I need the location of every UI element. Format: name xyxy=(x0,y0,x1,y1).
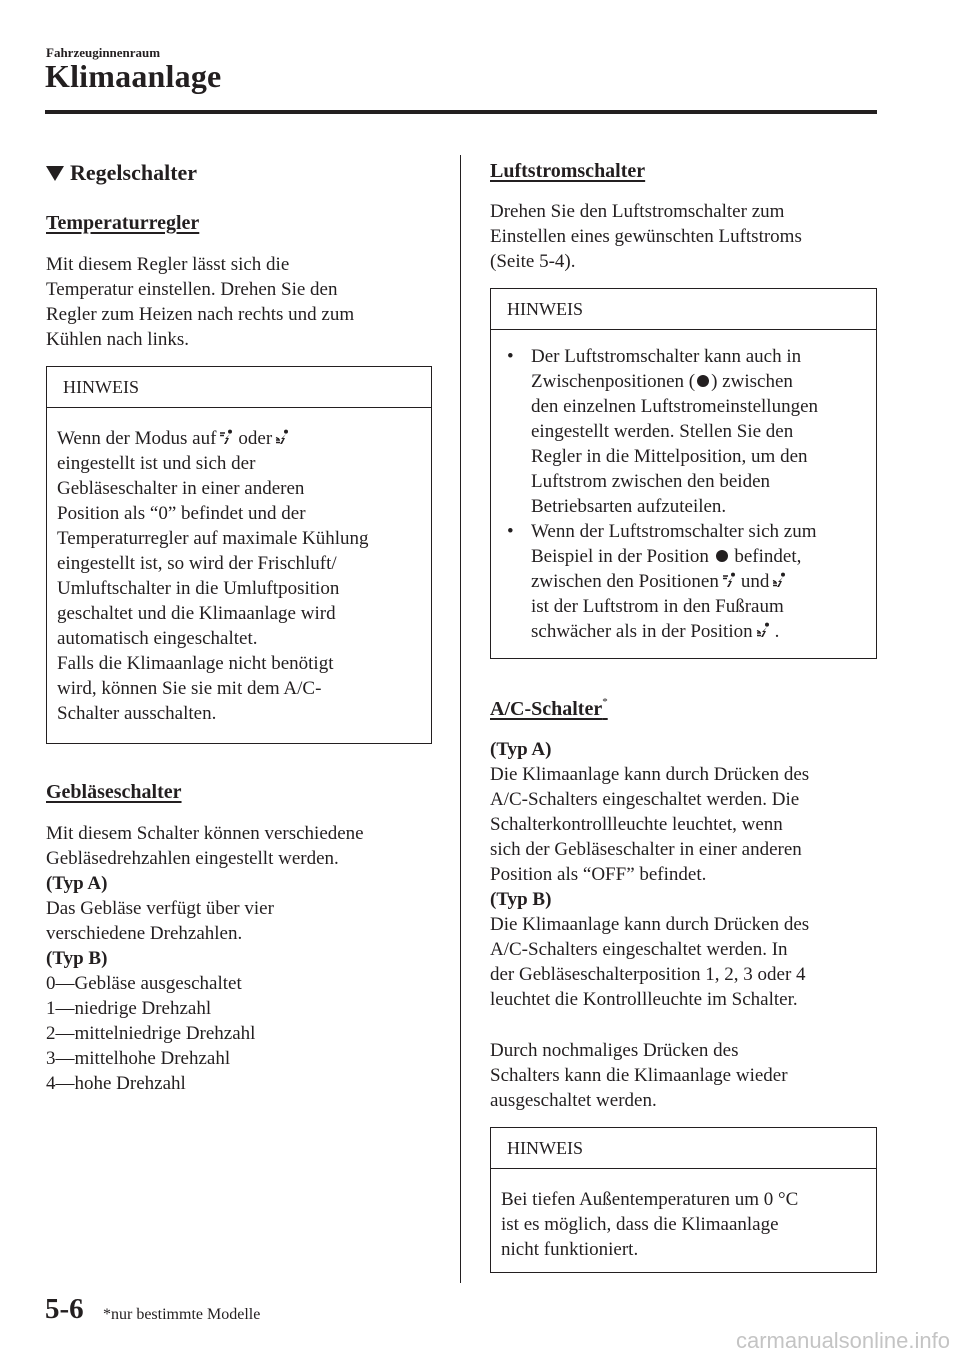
text-line-with-icons xyxy=(531,569,866,594)
text-line: Schalters kann die Klimaanlage wieder xyxy=(490,1065,788,1086)
text-line: verschiedene Drehzahlen. xyxy=(46,923,243,944)
text-line: Gebläseschalter in einer anderen xyxy=(57,478,305,499)
type-b-label: (Typ B) xyxy=(490,889,552,910)
text-line: leuchtet die Kontrollleuchte im Schalter. xyxy=(490,989,798,1010)
text-line: ist der Luftstrom in den Fußraum xyxy=(531,596,784,617)
text-line: Mit diesem Schalter können verschiedene xyxy=(46,823,364,844)
text-line: 3—mittelhohe Drehzahl xyxy=(46,1048,231,1069)
text-line: 1—niedrige Drehzahl xyxy=(46,998,212,1019)
ac-off-text xyxy=(490,1038,788,1113)
ac-schalter-title xyxy=(490,698,608,721)
text-line: Temperaturregler auf maximale Kühlung xyxy=(57,528,369,549)
temperaturregler-text xyxy=(46,252,354,352)
feet-mode-icon xyxy=(756,622,772,638)
watermark: carmanualsonline.info xyxy=(735,1328,950,1353)
text-line: Die Klimaanlage kann durch Drücken des xyxy=(490,914,810,935)
text-line: Regler zum Heizen nach rechts und zum xyxy=(46,304,355,325)
luftstromschalter-text xyxy=(490,199,802,274)
text-line: A/C-Schalters eingeschaltet werden. In xyxy=(490,939,788,960)
ac-schalter-text xyxy=(490,737,809,1012)
text-line: ausgeschaltet werden. xyxy=(490,1090,657,1111)
text-line: geschaltet und die Klimaanlage wird xyxy=(57,603,336,624)
text-line: automatisch eingeschaltet. xyxy=(57,628,258,649)
note-bullet-2 xyxy=(493,519,866,644)
text-line: Falls die Klimaanlage nicht benötigt xyxy=(57,653,334,674)
text-line: Drehen Sie den Luftstromschalter zum xyxy=(490,201,785,222)
feet-mode-icon xyxy=(772,572,788,588)
text-fragment: schwächer als in der Position xyxy=(531,621,753,642)
text-fragment: Zwischenpositionen ( xyxy=(531,371,696,392)
text-line: Gebläsedrehzahlen eingestellt werden. xyxy=(46,848,339,869)
text-line: Regler in die Mittelposition, um den xyxy=(531,446,808,467)
text-line: eingestellt werden. Stellen Sie den xyxy=(531,421,794,442)
text-line: Einstellen eines gewünschten Luftstroms xyxy=(490,226,802,247)
text-line: Schalter ausschalten. xyxy=(57,703,217,724)
text-line-with-icon xyxy=(531,544,866,569)
text-line: der Gebläseschalterposition 1, 2, 3 oder 4 xyxy=(490,964,806,985)
text-fragment: ) zwischen xyxy=(711,371,793,392)
text-line: Die Klimaanlage kann durch Drücken des xyxy=(490,764,810,785)
heading-text: Regelschalter xyxy=(70,160,198,185)
text-line: Wenn der Luftstromschalter sich zum xyxy=(531,521,817,542)
text-fragment: Wenn der Modus auf xyxy=(57,428,217,449)
face-feet-mode-icon xyxy=(219,429,235,445)
text-line-with-icon xyxy=(531,619,866,644)
note-label: HINWEIS xyxy=(491,1128,876,1169)
intermediate-position-dot-icon xyxy=(697,375,709,387)
type-a-label: (Typ A) xyxy=(490,739,552,760)
triangle-marker-icon xyxy=(46,166,64,181)
text-fragment: befindet, xyxy=(734,546,802,567)
geblaeseschalter-text xyxy=(46,821,364,1096)
text-line: Temperatur einstellen. Drehen Sie den xyxy=(46,279,338,300)
note-box-3 xyxy=(490,1127,877,1273)
text-line: 2—mittelniedrige Drehzahl xyxy=(46,1023,256,1044)
text-line: eingestellt ist, so wird der Frischluft/ xyxy=(57,553,337,574)
column-divider xyxy=(460,155,461,1283)
text-line: (Seite 5-4). xyxy=(490,251,576,272)
bullet-dot: • xyxy=(507,346,514,367)
title-text: A/C-Schalter xyxy=(490,698,603,720)
intermediate-position-dot-icon xyxy=(716,550,728,562)
text-line: Kühlen nach links. xyxy=(46,329,190,350)
type-b-label: (Typ B) xyxy=(46,948,108,969)
text-line: A/C-Schalters eingeschaltet werden. Die xyxy=(490,789,800,810)
text-fragment: zwischen den Positionen xyxy=(531,571,719,592)
text-fragment: Beispiel in der Position xyxy=(531,546,709,567)
text-line: Umluftschalter in die Umluftposition xyxy=(57,578,340,599)
note-label: HINWEIS xyxy=(491,289,876,330)
text-line: Der Luftstromschalter kann auch in xyxy=(531,346,802,367)
text-line: Position als “0” befindet und der xyxy=(57,503,306,524)
footnote-marker: * xyxy=(602,696,608,708)
text-line: eingestellt ist und sich der xyxy=(57,453,256,474)
luftstromschalter-title: Luftstromschalter xyxy=(490,160,646,182)
type-a-label: (Typ A) xyxy=(46,873,108,894)
text-fragment: . xyxy=(774,621,780,642)
text-fragment: und xyxy=(740,571,770,592)
text-line: Durch nochmaliges Drücken des xyxy=(490,1040,739,1061)
regelschalter-heading xyxy=(46,160,197,186)
text-line-with-icon xyxy=(531,369,866,394)
text-line: Mit diesem Regler lässt sich die xyxy=(46,254,290,275)
text-line: den einzelnen Luftstromeinstellungen xyxy=(531,396,819,417)
text-line: sich der Gebläseschalter in einer anderen xyxy=(490,839,802,860)
page-number: 5-6 xyxy=(45,1293,84,1325)
section-label: Fahrzeuginnenraum xyxy=(46,45,161,60)
chapter-title: Klimaanlage xyxy=(45,58,222,94)
text-line: Position als “OFF” befindet. xyxy=(490,864,707,885)
text-line: nicht funktioniert. xyxy=(501,1239,639,1260)
note-line-with-icons xyxy=(57,426,421,451)
text-line: Schalterkontrollleuchte leuchtet, wenn xyxy=(490,814,783,835)
bullet-dot: • xyxy=(507,521,514,542)
text-line: Luftstrom zwischen den beiden xyxy=(531,471,771,492)
temperaturregler-title: Temperaturregler xyxy=(46,212,200,234)
footnote: *nur bestimmte Modelle xyxy=(103,1306,261,1323)
text-line: 0—Gebläse ausgeschaltet xyxy=(46,973,242,994)
face-feet-mode-icon xyxy=(722,572,738,588)
note-label: HINWEIS xyxy=(47,367,431,408)
text-fragment: oder xyxy=(238,428,273,449)
note-box-1 xyxy=(46,366,432,744)
note-bullet-1 xyxy=(493,344,866,519)
text-line: Das Gebläse verfügt über vier xyxy=(46,898,274,919)
feet-mode-icon xyxy=(275,429,291,445)
text-line: ist es möglich, dass die Klimaanlage xyxy=(501,1214,779,1235)
text-line: wird, können Sie sie mit dem A/C- xyxy=(57,678,322,699)
text-line: Betriebsarten aufzuteilen. xyxy=(531,496,727,517)
text-line: 4—hohe Drehzahl xyxy=(46,1073,186,1094)
geblaeseschalter-title: Gebläseschalter xyxy=(46,781,182,803)
note-box-2 xyxy=(490,288,877,659)
text-line: Bei tiefen Außentemperaturen um 0 °C xyxy=(501,1189,799,1210)
top-rule xyxy=(45,110,877,114)
